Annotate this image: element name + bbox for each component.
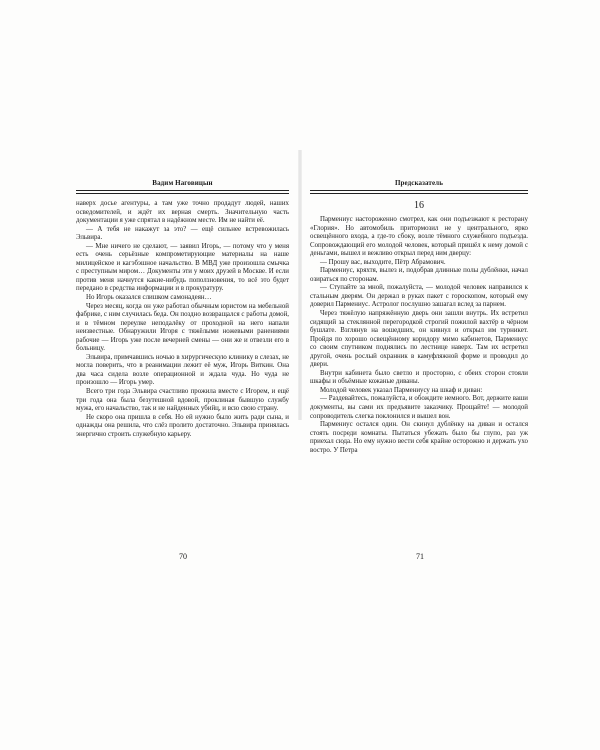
right-paragraph: — Прошу вас, выходите, Пётр Абрамович. bbox=[320, 258, 446, 266]
right-paragraph: Внутри кабинета было светло и просторно, с обеих сторон стояли шкафы и объёмные кожаные диваны. bbox=[310, 369, 528, 386]
left-page-text bbox=[76, 200, 289, 439]
left-paragraph: наверх досье агентуры, а там уже точно продадут людей, наших осведомителей, и ждёт их верная смерть. Значительную часть документации я уже спрятал в надёжном месте. Им не найти её. bbox=[76, 200, 289, 225]
left-paragraph: Не скоро она пришла в себя. Но ей нужно было жить ради сына, и однажды она решила, что слёз пролито достаточно. Эльвира принялась энергично строить служебную карьеру. bbox=[76, 413, 289, 438]
right-page-text bbox=[310, 216, 528, 455]
left-paragraph: Но Игорь оказался слишком самонадеян… bbox=[86, 294, 212, 302]
left-paragraph: Через месяц, когда он уже работал обычным юристом на мебельной фабрике, с ним случилась беда. Он поздно возвращался с работы домой, и в тёмном переулке неподалёку от проходной на него напали неизвестные. Обнаружили Игоря с тяжёлыми ножевыми ранениями рабочие — Игорь уже после вечерней смены — они же и отвезли его в больницу. bbox=[76, 302, 289, 353]
left-page bbox=[76, 178, 289, 439]
right-page-number: 71 bbox=[416, 552, 424, 561]
left-paragraph: — А тебя не накажут за это? — ещё сильнее встревожилась Эльвира. bbox=[76, 225, 289, 242]
left-header-rule bbox=[76, 190, 289, 194]
right-header-rule bbox=[310, 190, 528, 194]
left-paragraph: — Мне ничего не сделают, — заявил Игорь, — потому что у меня есть очень серьёзные компрометирующие материалы на наше милицейское и кагэбэшное начальство. В МВД уже произошла смычка с преступным миром… Документы эти у моих друзей в Москве. И если против меня начнутся какие-нибудь поползновения, то всё это будет передано в средства информации и в прокуратуру. bbox=[76, 242, 289, 293]
book-gutter bbox=[298, 150, 302, 420]
right-paragraph: Пармениус, кряхтя, вылез и, подобрав длинные полы дублёнки, начал озираться по сторонам. bbox=[310, 267, 528, 283]
left-running-head: Вадим Наговицын bbox=[152, 179, 213, 187]
right-paragraph: — Ступайте за мной, пожалуйста, — молодой человек направился к стальным дверям. Он держал в руках пакет с гороскопом, который ему доверил Пармениус. Астролог послушно зашагал вслед за парнем. bbox=[310, 284, 528, 309]
right-running-head: Предсказатель bbox=[394, 179, 444, 187]
right-paragraph: Пармениус остался один. Он скинул дублёнку на диван и остался стоять посреди комнаты. Пытаться убежать было бы глупо, раз уж приехал сюда. Но ему нужно вести себя крайне осторожно и держать ухо востро. У Петра bbox=[310, 421, 528, 454]
right-paragraph: Через тяжёлую напряжённую дверь они зашли внутрь. Их встретил сидящий за стеклянной перегородкой строгий пожилой вахтёр в чёрном бушлате. Взглянув на вошедших, он кивнул и открыл им турникет. Пройдя по хорошо освещённому коридору мимо кабинетов, Пармениус со своим спутником поднялись по лестнице наверх. Там их встретил другой, очень рослый охранник в камуфляжной форме и проводил до двери. bbox=[310, 310, 528, 369]
chapter-number: 16 bbox=[414, 200, 424, 211]
right-page bbox=[310, 178, 528, 455]
left-paragraph: Всего три года Эльвира счастливо прожила вместе с Игорем, и ещё три года она была безутешной вдовой, проклиная бывшую службу мужа, его начальство, так и не найденных убийц, и всю свою страну. bbox=[76, 388, 289, 413]
left-page-number: 70 bbox=[179, 552, 187, 561]
right-paragraph: Пармениус настороженно смотрел, как они подъезжают к ресторану «Глория». Но автомобиль притормозил не у центрального, ярко освещённого входа, а где-то сбоку, возле тёмного служебного подъезда. Сопровождающий его молодой человек, который пришёл к нему домой с деньгами, вышел и вежливо открыл перед ним дверцу: bbox=[310, 216, 528, 258]
right-paragraph: Молодой человек указал Пармениусу на шкаф и диван: bbox=[320, 386, 483, 394]
right-paragraph: — Раздевайтесь, пожалуйста, и обождите немного. Вот, держите ваши документы, вы сами их предъявите заказчику. Прощайте! — молодой сопроводитель слегка поклонился и вышел вон. bbox=[310, 395, 528, 420]
left-paragraph: Эльвира, примчавшись ночью в хирургическую клинику в слезах, не могла поверить, что в реанимации лежит её муж, Игорь Виткин. Она два часа сидела возле операционной и ждала чуда. Но чуда не произошло — Игорь умер. bbox=[76, 353, 289, 387]
